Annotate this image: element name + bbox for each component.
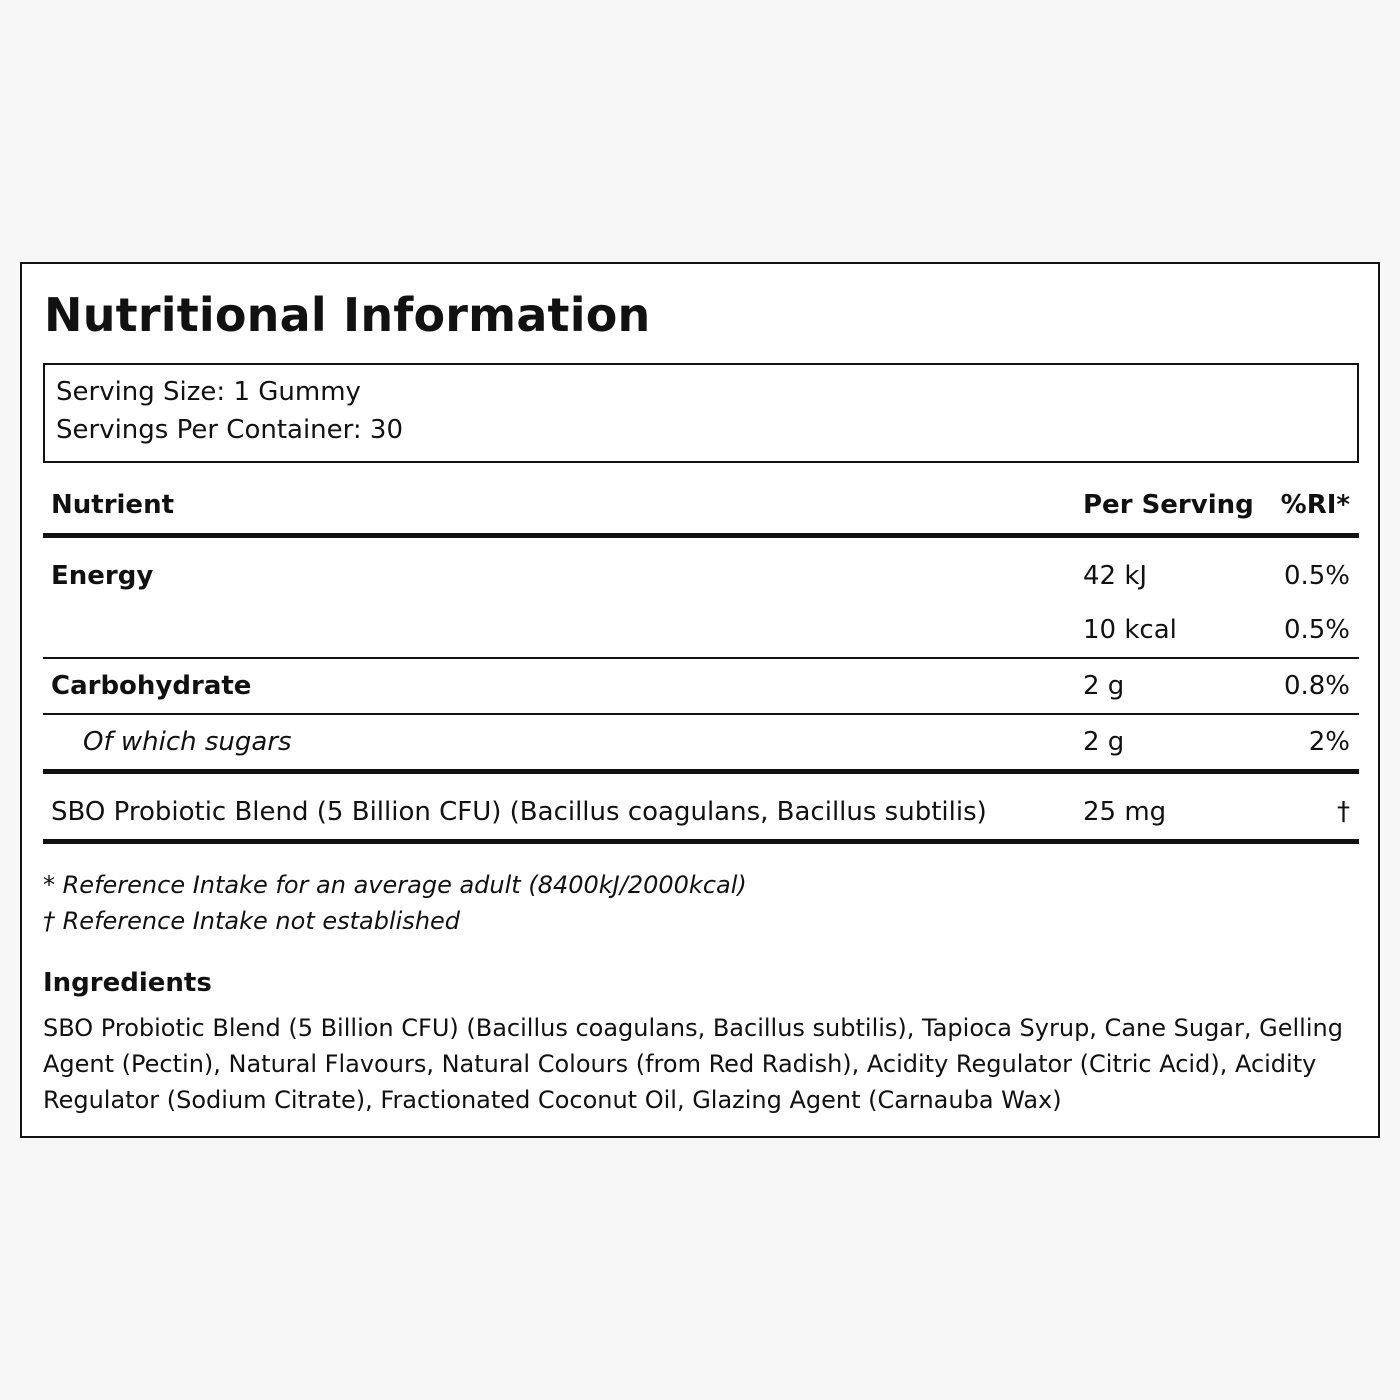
servings-per-container: Servings Per Container: 30	[56, 415, 404, 445]
footnote-dagger: † Reference Intake not established	[43, 907, 461, 935]
nutrient-name: SBO Probiotic Blend (5 Billion CFU) (Bacillus coagulans, Bacillus subtilis)	[51, 797, 987, 827]
header-nutrient: Nutrient	[51, 490, 175, 520]
ri-value: 0.5%	[1283, 615, 1350, 645]
nutrient-name: Energy	[51, 561, 154, 591]
row-divider	[43, 713, 1359, 715]
table-bottom-rule	[43, 839, 1359, 844]
header-per-serving: Per Serving	[1083, 490, 1254, 520]
ingredients-text: SBO Probiotic Blend (5 Billion CFU) (Bacillus coagulans, Bacillus subtilis), Tapioca Syrup, Cane Sugar, Gelling Agent (Pectin), Natural Flavours, Natural Colours (from Red Radish), Acidity Regulator (Citric Acid), Acidity Regulator (Sodium Citrate), Fractionated Coconut Oil, Glazing Agent (Carnauba Wax)	[43, 1014, 1343, 1114]
header-ri: %RI*	[1280, 490, 1350, 520]
page-title: Nutritional Information	[44, 288, 651, 342]
ingredients-heading: Ingredients	[43, 968, 212, 998]
ri-value: 2%	[1308, 727, 1350, 757]
ri-value: 0.5%	[1283, 561, 1350, 591]
serving-size: Serving Size: 1 Gummy	[56, 377, 361, 407]
nutrient-name: Carbohydrate	[51, 671, 252, 701]
per-serving-value: 2 g	[1083, 671, 1125, 701]
row-divider	[43, 657, 1359, 659]
ri-value: †	[1337, 797, 1350, 827]
nutrient-name: Of which sugars	[83, 727, 292, 757]
section-rule	[43, 769, 1359, 774]
per-serving-value: 42 kJ	[1083, 561, 1148, 591]
ri-value: 0.8%	[1283, 671, 1350, 701]
header-rule	[43, 533, 1359, 538]
serving-info-box	[43, 363, 1359, 463]
per-serving-value: 25 mg	[1083, 797, 1167, 827]
per-serving-value: 2 g	[1083, 727, 1125, 757]
per-serving-value: 10 kcal	[1083, 615, 1177, 645]
footnote-ri: * Reference Intake for an average adult (8400kJ/2000kcal)	[43, 871, 747, 899]
nutrition-panel	[20, 262, 1380, 1138]
